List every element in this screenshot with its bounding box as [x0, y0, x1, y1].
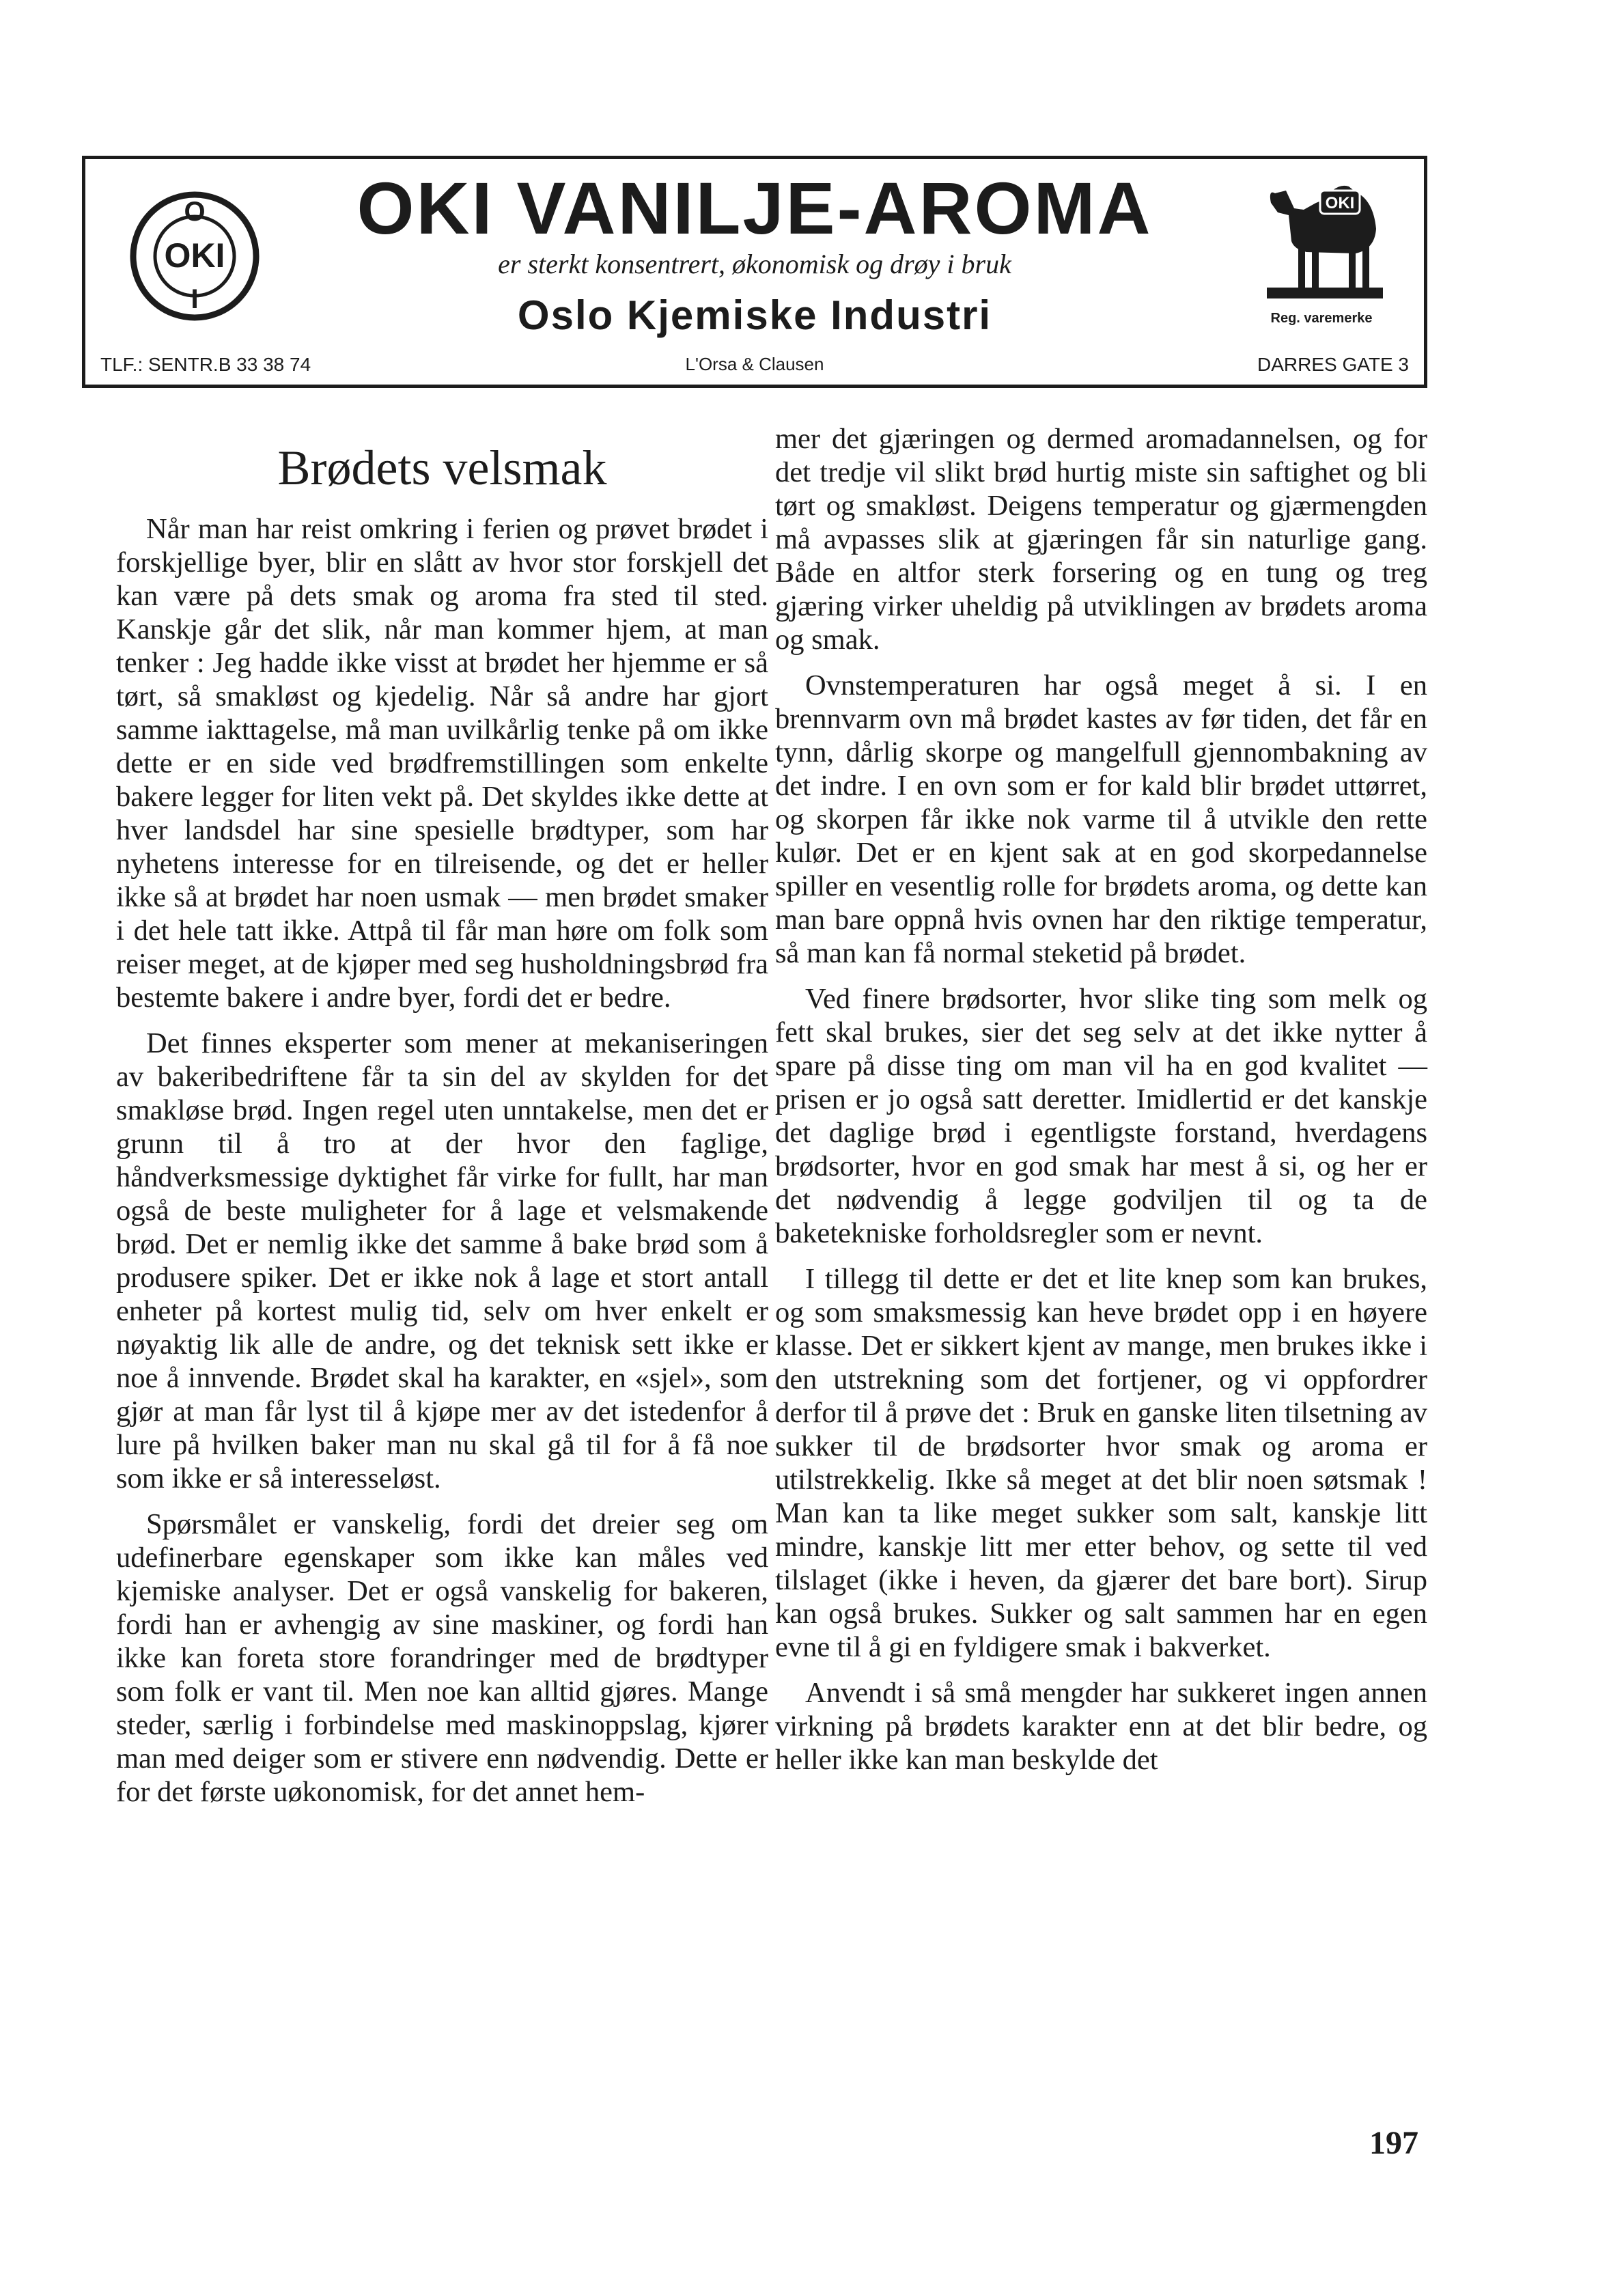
company-owners: L'Orsa & Clausen	[685, 354, 824, 374]
advertisement-box	[82, 156, 1427, 388]
logo-letter-top: O	[184, 197, 206, 227]
camel-emblem-text: OKI	[1325, 194, 1355, 212]
phone-number: TLF.: SENTR.B 33 38 74	[100, 354, 311, 375]
article-paragraph: Anvendt i så små mengder har sukkeret ingen annen virkning på brødets karakter enn at det blir bedre, og heller ikke kan man beskylde det	[775, 1677, 1427, 1776]
company-name: Oslo Kjemiske Industri	[517, 292, 992, 338]
article-paragraph: Når man har reist omkring i ferien og prøvet brødet i forskjellige byer, blir en slått av hvor stor forskjell det kan være på dets smak og aroma fra sted til sted. Kanskje går det slik, når man kommer hjem, at man tenker : Jeg hadde ikke visst at brødet her hjemme er så tørt, så smakløst og kjedelig. Når så andre har gjort samme iakttagelse, må man uvilkårlig tenke på om ikke dette er en side ved brødfremstillingen som enkelte bakere legger for liten vekt på. Det skyldes ikke dette at hver landsdel har sine spesielle brødtyper, som har nyhetens interesse for en tilreisende, og det er heller ikke så at brødet har noen usmak — men brødet smaker i det hele tatt ikke. Attpå til får man høre om folk som reiser meget, at de kjøper med seg husholdningsbrød fra bestemte bakere i andre byer, fordi det er bedre.	[116, 513, 768, 1014]
article-paragraph: I tillegg til dette er det et lite knep som kan brukes, og som smaksmessig kan heve brødet opp i en høyere klasse. Det er sikkert kjent av mange, men brukes ikke i den utstrekning som det fortjener, og vi oppfordrer derfor til å prøve det : Bruk en ganske liten tilsetning av sukker til de brødsorter hvor smak og aroma er utilstrekkelig. Ikke så meget at det blir noen søtsmak ! Man kan ta like meget sukker som salt, kanskje litt mindre, kanskje litt mer etter behov, og sette til ved tilslaget (ikke i heven, da gjærer det bare bort). Sirup kan også brukes. Sukker og salt sammen har en egen evne til å gi en fyldigere smak i bakverket.	[775, 1263, 1427, 1663]
article-column-right	[775, 422, 1427, 1777]
logo-letters-middle: OKI	[164, 236, 225, 275]
article-paragraph: Spørsmålet er vanskelig, fordi det dreier seg om udefinerbare egenskaper som ikke kan måles ved kjemiske analyser. Det er også vanskelig for bakeren, fordi han er avhengig av sine maskiner, og fordi han ikke kan foreta store forandringer med de brødtyper som folk er vant til. Men noe kan alltid gjøres. Mange steder, særlig i forbindelse med maskinoppslag, kjører man med deiger som er stivere enn nødvendig. Dette er for det første uøkonomisk, for det annet hem-	[116, 1508, 768, 1808]
logo-letter-bottom: I	[191, 284, 199, 314]
camel-trademark-icon	[1253, 173, 1390, 303]
article-title: Brødets velsmak	[277, 441, 607, 495]
brand-name: OKI VANILJE-AROMA	[356, 167, 1153, 249]
article-paragraph: Det finnes eksperter som mener at mekaniseringen av bakeribedriftene får ta sin del av skylden for det smakløse brød. Ingen regel uten unntakelse, men det er grunn til å tro at der hvor den faglige, håndverksmessige dyktighet får virke for fullt, har man også de beste muligheter for å lage et velsmakende brød. Det er nemlig ikke det samme å bake brød som å produsere spiker. Det er ikke nok å lage et stort antall enheter på kortest mulig tid, selv om hver enkelt er nøyaktig lik alle de andre, og det teknisk sett ikke er noe å innvende. Brødet skal ha karakter, en «sjel», som gjør at man får lyst til å kjøpe mer av det istedenfor å lure på hvilken baker man nu skal gå til for å få noe som ikke er så interesseløst.	[116, 1027, 768, 1494]
registered-trademark-label: Reg. varemerke	[1270, 311, 1373, 326]
article-paragraph: Ved finere brødsorter, hvor slike ting som melk og fett skal brukes, sier det seg selv at det ikke nytter å spare på disse ting om man vil ha en god kvalitet — prisen er jo også satt deretter. Imidlertid er det kanskje det daglige brød i egentligste forstand, hverdagens brødsorter, hvor en god smak har mest å si, og her er det nødvendig å legge godviljen til og ta de baketekniske forholdsregler som er nevnt.	[775, 983, 1427, 1249]
article-paragraph: Ovnstemperaturen har også meget å si. I en brennvarm ovn må brødet kastes av før tiden, det får en tynn, dårlig skorpe og mangelfull gjennombakning av det indre. I en ovn som er for kald blir brødet uttørret, og skorpen får ikke nok varme til å utvikle den rette kulør. Det er en kjent sak at en god skorpedannelse spiller en vesentlig rolle for brødets aroma, og dette kan man bare oppnå hvis ovnen har den riktige temperatur, så man kan få normal steketid på brødet.	[775, 669, 1427, 969]
brand-tagline: er sterkt konsentrert, økonomisk og drøy i bruk	[498, 249, 1011, 279]
page-number: 197	[1369, 2125, 1418, 2161]
article-paragraph: mer det gjæringen og dermed aromadannelsen, og for det tredje vil slikt brød hurtig miste sin saftighet og bli tørt og smakløst. Deigens temperatur og gjærmengden må avpasses slik at gjæringen får sin naturlige gang. Både en altfor sterk forsering og en tung og treg gjæring virker uheldig på utviklingen av brødets aroma og smak.	[775, 423, 1427, 656]
article-column-left	[116, 437, 768, 1809]
company-address: DARRES GATE 3	[1257, 354, 1409, 375]
